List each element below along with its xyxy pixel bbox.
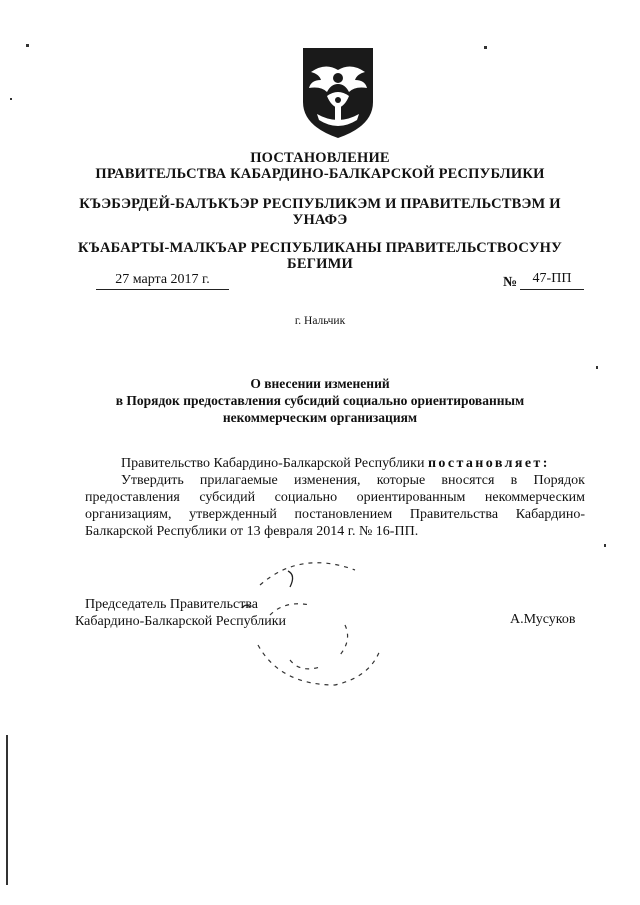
coat-of-arms-icon [297,44,379,140]
signer-position [75,596,286,630]
title-line3: некоммерческим организациям [222,410,418,425]
resolves-text: постановляет: [427,456,550,471]
authority-krc-line2: БЕГИМИ [287,256,353,272]
scan-dot [484,46,487,49]
authority-kbd-line2: УНАФЭ [292,212,348,228]
signer-position-line1: Председатель Правительства [85,597,258,612]
document-type: ПОСТАНОВЛЕНИЕ [250,150,390,166]
scan-dot [604,544,606,547]
authority-ru: ПРАВИТЕЛЬСТВА КАБАРДИНО-БАЛКАРСКОЙ РЕСПУБЛИКИ [95,166,545,182]
title-line2: в Порядок предоставления субсидий социально ориентированным [115,393,525,408]
preamble-text: Правительство Кабардино-Балкарской Республики [121,456,425,471]
authority-kbd-line1: КЪЭБЭРДЕЙ-БАЛЪКЪЭР РЕСПУБЛИКЭМ И ПРАВИТЕЛЬСТВЭМ И [79,196,561,212]
title-line1: О внесении изменений [250,376,390,391]
signer-name: А.Мусуков [510,612,576,627]
number-label: № [503,275,518,290]
resolution-item: Утвердить прилагаемые изменения, которые вносятся в Порядок предоставления субсидий социально ориентированным некоммерческим организациям, утвержденный постановлением Правительства Кабардино-Балкарской Республики от 13 февраля 2014 г. № 16-ПП. [85,473,585,539]
city: г. Нальчик [294,315,346,327]
authority-krc-line1: КЪАБАРТЫ-МАЛКЪАР РЕСПУБЛИКАНЫ ПРАВИТЕЛЬСТВОСУНУ [78,240,562,256]
scan-dot [10,98,12,100]
signer-position-line2: Кабардино-Балкарской Республики [75,614,286,629]
scan-dot [26,44,29,47]
scan-dot [596,366,598,369]
scan-edge-mark [6,735,8,885]
document-number: 47-ПП [520,271,584,290]
document-date: 27 марта 2017 г. [96,272,229,290]
preamble [85,455,585,472]
